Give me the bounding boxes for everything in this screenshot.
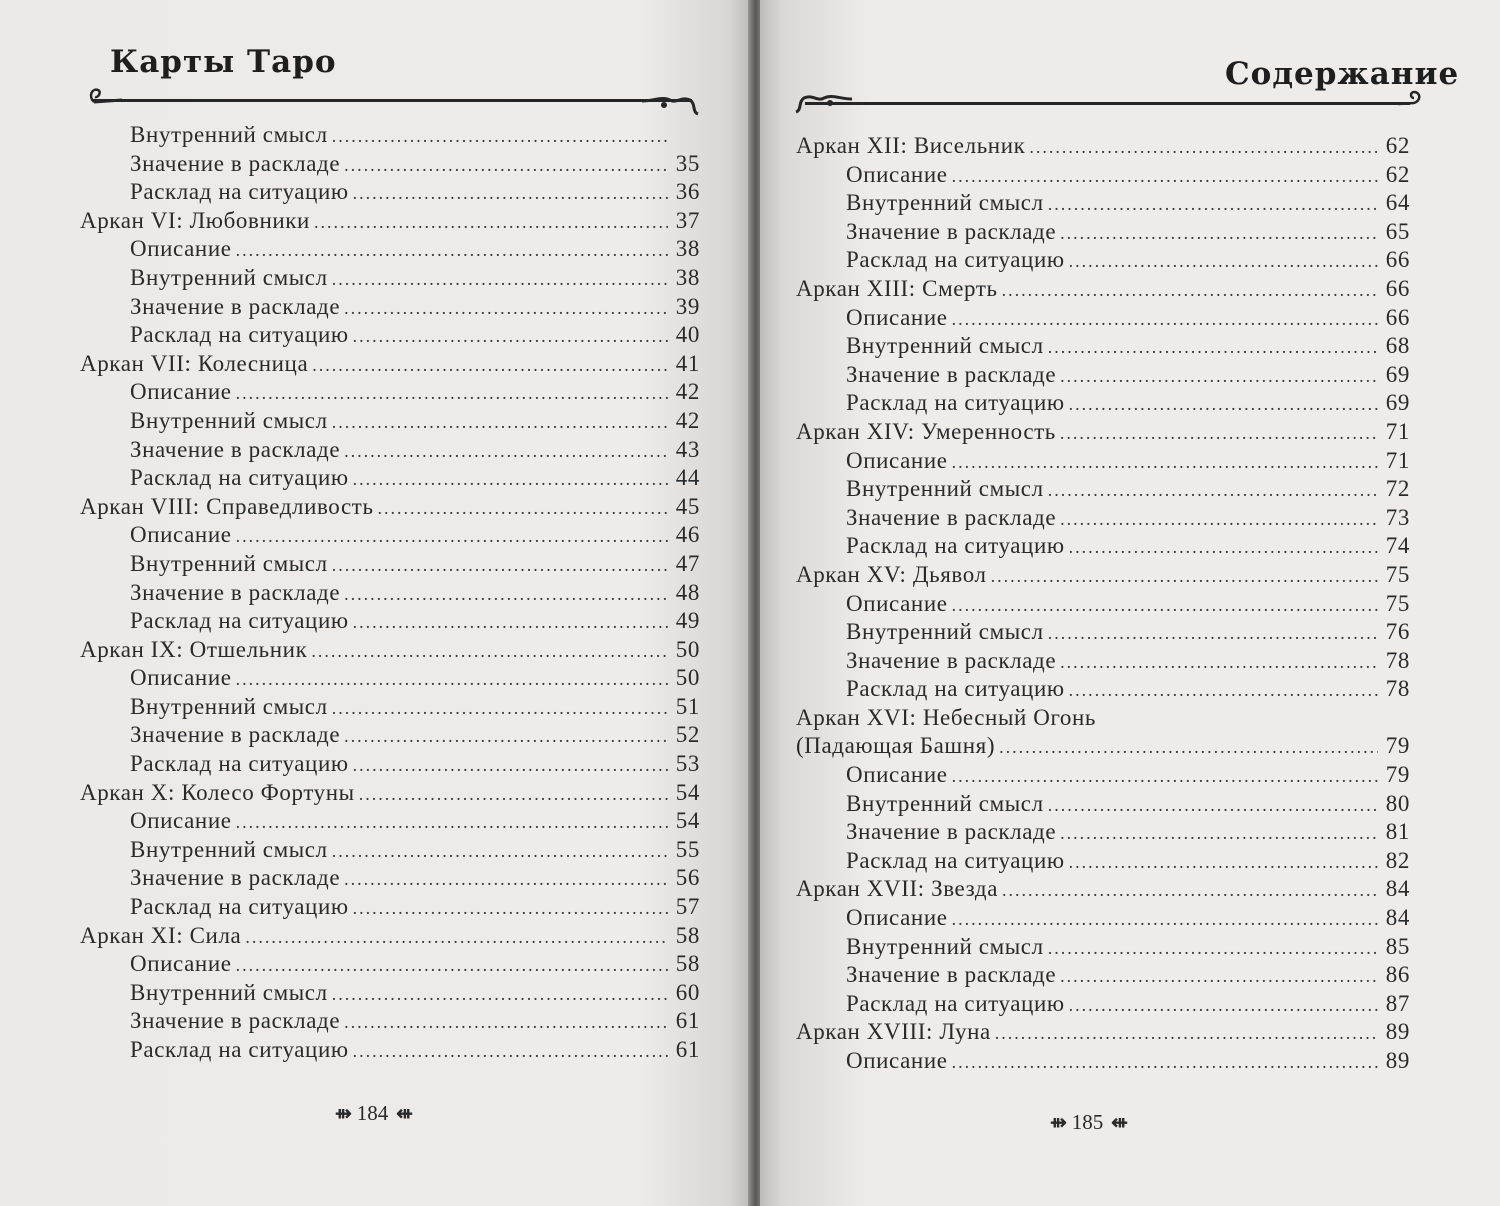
- toc-entry-label: Описание: [846, 447, 948, 473]
- toc-page-number: 81: [1385, 819, 1410, 845]
- toc-subentry: [796, 448, 1410, 477]
- toc-subentry: [796, 476, 1410, 505]
- toc-page-number: 54: [675, 808, 700, 834]
- toc-entry-label: Расклад на ситуацию: [130, 179, 349, 205]
- toc-page-number: 84: [1385, 905, 1410, 931]
- toc-entry-label: Описание: [130, 522, 232, 548]
- toc-subentry: [796, 848, 1410, 877]
- dot-leader: [332, 555, 668, 576]
- toc-entry-label: Внутренний смысл: [846, 190, 1044, 216]
- toc-page-number: 66: [1385, 247, 1410, 273]
- toc-page-number: 58: [675, 951, 700, 977]
- toc-entry-label: Описание: [130, 236, 232, 262]
- toc-entry-label: Значение в раскладе: [130, 722, 341, 748]
- dot-leader: [1048, 623, 1378, 644]
- toc-entry-label: Расклад на ситуацию: [846, 247, 1065, 273]
- toc-page-number: 35: [675, 150, 700, 176]
- dot-leader: [1002, 880, 1378, 901]
- toc-subentry: [80, 808, 700, 837]
- toc-page-number: 43: [675, 436, 700, 462]
- dot-leader: [344, 155, 668, 176]
- dot-leader: [1048, 938, 1378, 959]
- dot-leader: [236, 240, 668, 261]
- toc-page-number: 61: [675, 1037, 700, 1062]
- right-flourish-icon: [1396, 86, 1426, 114]
- toc-subentry: [796, 505, 1410, 534]
- toc-entry-label: Значение в раскладе: [130, 436, 341, 462]
- dot-leader: [1069, 251, 1378, 272]
- toc-subentry: [80, 951, 700, 980]
- toc-page-number: 74: [1385, 533, 1410, 559]
- dot-leader: [353, 898, 668, 919]
- toc-subentry: [80, 580, 700, 609]
- header-rule: [805, 102, 1410, 105]
- toc-page-number: 39: [675, 293, 700, 319]
- dot-leader: [344, 869, 668, 890]
- dot-leader: [332, 984, 668, 1005]
- dot-leader: [344, 298, 668, 319]
- toc-entry-label: Аркан XII: Висельник: [796, 133, 1026, 158]
- toc-page-number: 78: [1385, 676, 1410, 702]
- toc-entry-label: Внутренний смысл: [130, 407, 328, 433]
- dot-leader: [1048, 337, 1378, 358]
- dot-leader: [1002, 280, 1378, 301]
- toc-page-number: 75: [1385, 561, 1410, 587]
- dot-leader: [353, 326, 668, 347]
- page-number-value: 184: [356, 1101, 389, 1125]
- dot-leader: [991, 566, 1378, 587]
- toc-page-number: 64: [1385, 190, 1410, 216]
- toc-entry-label: Аркан XIV: Умеренность: [796, 418, 1056, 444]
- toc-page-number: 58: [675, 922, 700, 948]
- toc-page-number: 85: [1385, 933, 1410, 959]
- toc-entry-label: Внутренний смысл: [130, 979, 328, 1005]
- toc-page-number: 42: [675, 407, 700, 433]
- toc-entry: [80, 780, 700, 809]
- toc-entry-label: Внутренний смысл: [846, 333, 1044, 359]
- toc-subentry: [796, 190, 1410, 219]
- toc-entry-label: Расклад на ситуацию: [846, 990, 1065, 1016]
- toc-page-number: 71: [1385, 418, 1410, 444]
- toc-entry-label: Значение в раскладе: [846, 504, 1057, 530]
- toc-page-number: 57: [675, 894, 700, 920]
- toc-subentry: [796, 905, 1410, 934]
- dot-leader: [378, 498, 668, 519]
- toc-page-number: 49: [675, 608, 700, 634]
- toc-entry-label: Внутренний смысл: [846, 933, 1044, 959]
- toc-subentry: [80, 722, 700, 751]
- toc-subentry: [80, 151, 700, 180]
- toc-subentry: [80, 379, 700, 408]
- toc-entry-label: Аркан XVII: Звезда: [796, 876, 998, 902]
- toc-entry-label: Описание: [846, 304, 948, 330]
- toc-page-number: 72: [1385, 476, 1410, 502]
- toc-subentry: [80, 980, 700, 1009]
- dot-leader: [1060, 966, 1378, 987]
- dot-leader: [1069, 995, 1378, 1016]
- toc-entry-label: Описание: [130, 379, 232, 405]
- dot-leader: [236, 526, 668, 547]
- dot-leader: [1060, 652, 1378, 673]
- toc-subentry: [796, 648, 1410, 677]
- toc-page-number: 69: [1385, 390, 1410, 416]
- toc-entry-label: Расклад на ситуацию: [846, 533, 1065, 559]
- arrow-left-icon: ⇺: [396, 1103, 411, 1125]
- toc-page-number: 66: [1385, 304, 1410, 330]
- toc-subentry: [796, 934, 1410, 963]
- toc-subentry: [80, 294, 700, 323]
- toc-entry-label: Аркан VII: Колесница: [80, 350, 309, 376]
- dot-leader: [332, 126, 668, 147]
- toc-entry-label: Расклад на ситуацию: [130, 894, 349, 920]
- toc-entry-label: Описание: [130, 951, 232, 977]
- dot-leader: [236, 669, 668, 690]
- toc-subentry: [796, 619, 1410, 648]
- dot-leader: [1069, 537, 1378, 558]
- toc-entry-label: Аркан XI: Сила: [80, 922, 242, 948]
- dot-leader: [332, 698, 668, 719]
- toc-entry-label: Аркан VIII: Справедливость: [80, 493, 374, 519]
- toc-entry-label: Расклад на ситуацию: [846, 847, 1065, 873]
- toc-entry: [796, 562, 1410, 591]
- toc-entry: [80, 208, 700, 237]
- dot-leader: [353, 183, 668, 204]
- toc-entry-label: Описание: [846, 590, 948, 616]
- toc-page-number: 62: [1385, 161, 1410, 187]
- toc-page-number: 89: [1385, 1019, 1410, 1045]
- right-page: [760, 0, 1500, 1206]
- toc-page-number: 79: [1385, 733, 1410, 759]
- toc-subentry: [80, 465, 700, 494]
- toc-page-number: 51: [675, 693, 700, 719]
- toc-page-number: 80: [1385, 790, 1410, 816]
- dot-leader: [1060, 223, 1378, 244]
- toc-subentry: [80, 894, 700, 923]
- toc-page-number: 42: [675, 379, 700, 405]
- toc-entry-label: Значение в раскладе: [846, 218, 1057, 244]
- dot-leader: [344, 726, 668, 747]
- running-header: Содержание: [1225, 56, 1460, 92]
- toc-entry-label: Аркан IX: Отшельник: [80, 636, 308, 662]
- toc-page-number: 89: [1385, 1048, 1410, 1073]
- toc-page-number: 76: [1385, 619, 1410, 645]
- toc-entry: [80, 923, 700, 952]
- toc-subentry: [80, 236, 700, 265]
- toc-entry-label: Описание: [130, 665, 232, 691]
- toc-entry-label: Расклад на ситуацию: [846, 390, 1065, 416]
- toc-subentry: [80, 694, 700, 723]
- toc-page-number: 60: [675, 979, 700, 1005]
- dot-leader: [353, 1041, 668, 1062]
- toc-page-number: 50: [675, 636, 700, 662]
- dot-leader: [1069, 680, 1378, 701]
- toc-entry-label: Расклад на ситуацию: [130, 322, 349, 348]
- toc-page-number: 40: [675, 322, 700, 348]
- toc-entry-label: Аркан XVIII: Луна: [796, 1019, 991, 1045]
- toc-page-number: 44: [675, 465, 700, 491]
- toc-page-number: 52: [675, 722, 700, 748]
- dot-leader: [311, 641, 668, 662]
- arrow-right-icon: ⇻: [1050, 1112, 1064, 1134]
- toc-entry-label: Расклад на ситуацию: [846, 676, 1065, 702]
- dot-leader: [1060, 366, 1378, 387]
- dot-leader: [332, 841, 668, 862]
- toc-entry-label: Аркан X: Колесо Фортуны: [80, 779, 355, 805]
- toc-subentry: [80, 437, 700, 466]
- toc-page-number: 79: [1385, 762, 1410, 788]
- toc-entry: [80, 351, 700, 380]
- toc-page-number: 68: [1385, 333, 1410, 359]
- toc-page-number: 54: [675, 779, 700, 805]
- dot-leader: [353, 755, 668, 776]
- toc-entry-label: Значение в раскладе: [130, 293, 341, 319]
- toc-entry-label: Значение в раскладе: [130, 150, 341, 176]
- toc-subentry: [796, 791, 1410, 820]
- toc-entry: [796, 876, 1410, 905]
- toc-entry-label: Внутренний смысл: [846, 619, 1044, 645]
- dot-leader: [353, 469, 668, 490]
- toc-entry-label: Аркан XIII: Смерть: [796, 275, 998, 301]
- dot-leader: [312, 355, 668, 376]
- toc-page-number: 38: [675, 264, 700, 290]
- arrow-left-icon: ⇺: [1111, 1112, 1126, 1134]
- toc-subentry: [796, 305, 1410, 334]
- arrow-right-icon: ⇻: [335, 1103, 349, 1125]
- dot-leader: [332, 269, 668, 290]
- dot-leader: [344, 441, 668, 462]
- dot-leader: [952, 309, 1378, 330]
- toc-page-number: 48: [675, 579, 700, 605]
- toc-page-number: 36: [675, 179, 700, 205]
- dot-leader: [314, 212, 668, 233]
- running-header: Карты Таро: [110, 44, 337, 80]
- toc-entry-label: Внутренний смысл: [130, 836, 328, 862]
- toc-subentry: [796, 162, 1410, 191]
- toc-entry-label: Описание: [846, 161, 948, 187]
- toc-subentry: [80, 179, 700, 208]
- dot-leader: [236, 955, 668, 976]
- toc-entry: [796, 276, 1410, 305]
- toc-entry-label: Расклад на ситуацию: [130, 608, 349, 634]
- toc-entry: [796, 733, 1410, 762]
- toc-subentry: [796, 219, 1410, 248]
- dot-leader: [1069, 852, 1378, 873]
- dot-leader: [1069, 394, 1378, 415]
- toc-entry-label: Значение в раскладе: [130, 1008, 341, 1034]
- dot-leader: [344, 1012, 668, 1033]
- toc-page-number: 41: [675, 350, 700, 376]
- toc-page-number: 61: [675, 1008, 700, 1034]
- toc-page-number: 56: [675, 865, 700, 891]
- toc-entry-label: Аркан VI: Любовники: [80, 207, 310, 233]
- toc-entry-label: Значение в раскладе: [846, 819, 1057, 845]
- dot-leader: [236, 383, 668, 404]
- toc-subentry: [796, 1048, 1410, 1077]
- dot-leader: [332, 412, 668, 433]
- toc-entry-label: Внутренний смысл: [130, 550, 328, 576]
- toc-page-number: 66: [1385, 275, 1410, 301]
- toc-page-number: 69: [1385, 361, 1410, 387]
- toc-entry-label: Внутренний смысл: [130, 693, 328, 719]
- dot-leader: [344, 584, 668, 605]
- toc-entry-label: Описание: [846, 1048, 948, 1073]
- dot-leader: [1060, 423, 1378, 444]
- toc-entry-label: Значение в раскладе: [846, 361, 1057, 387]
- dot-leader: [952, 909, 1378, 930]
- toc-entry-label: Описание: [846, 905, 948, 931]
- toc-subentry: [80, 608, 700, 637]
- table-of-contents: [80, 122, 700, 1066]
- toc-subentry: [796, 962, 1410, 991]
- dot-leader: [952, 766, 1378, 787]
- dot-leader: [1048, 480, 1378, 501]
- toc-page-number: 37: [675, 207, 700, 233]
- toc-page-number: 55: [675, 836, 700, 862]
- toc-page-number: 78: [1385, 647, 1410, 673]
- toc-page-number: 65: [1385, 218, 1410, 244]
- toc-subentry: [80, 522, 700, 551]
- toc-subentry: [796, 247, 1410, 276]
- dot-leader: [952, 1052, 1378, 1073]
- dot-leader: [952, 595, 1378, 616]
- dot-leader: [999, 737, 1378, 758]
- dot-leader: [995, 1023, 1378, 1044]
- table-of-contents: [796, 133, 1410, 1077]
- toc-subentry: [80, 322, 700, 351]
- dot-leader: [1060, 509, 1378, 530]
- right-flourish-icon: [640, 92, 702, 118]
- toc-subentry: [796, 333, 1410, 362]
- toc-entry-label: Внутренний смысл: [130, 264, 328, 290]
- toc-subentry: [80, 751, 700, 780]
- dot-leader: [245, 927, 668, 948]
- toc-page-number: 75: [1385, 590, 1410, 616]
- toc-entry: [80, 494, 700, 523]
- toc-page-number: 45: [675, 493, 700, 519]
- toc-entry-label: (Падающая Башня): [796, 733, 996, 759]
- toc-subentry: [796, 991, 1410, 1020]
- toc-subentry: [80, 122, 700, 151]
- dot-leader: [1048, 795, 1378, 816]
- toc-entry-label: Значение в раскладе: [130, 865, 341, 891]
- toc-page-number: 73: [1385, 504, 1410, 530]
- toc-subentry: [80, 865, 700, 894]
- toc-subentry: [80, 265, 700, 294]
- dot-leader: [236, 812, 668, 833]
- toc-subentry: [796, 762, 1410, 791]
- toc-subentry: [796, 819, 1410, 848]
- dot-leader: [1048, 194, 1378, 215]
- toc-entry-label: Значение в раскладе: [846, 962, 1057, 988]
- dot-leader: [952, 166, 1378, 187]
- toc-page-number: 53: [675, 751, 700, 777]
- toc-entry-label: Аркан XV: Дьявол: [796, 561, 987, 587]
- toc-page-number: 82: [1385, 847, 1410, 873]
- toc-page-number: 86: [1385, 962, 1410, 988]
- toc-entry-label: Описание: [846, 762, 948, 788]
- toc-entry: [796, 133, 1410, 162]
- toc-entry: [796, 419, 1410, 448]
- toc-subentry: [796, 591, 1410, 620]
- toc-subentry: [80, 837, 700, 866]
- page-number-value: 185: [1071, 1110, 1104, 1134]
- dot-leader: [353, 612, 668, 633]
- toc-page-number: 47: [675, 550, 700, 576]
- toc-subentry: [796, 676, 1410, 705]
- header-rule: [92, 99, 692, 102]
- toc-entry-label: Внутренний смысл: [846, 790, 1044, 816]
- page-number: [335, 1101, 410, 1126]
- toc-subentry: [80, 408, 700, 437]
- toc-page-number: 38: [675, 236, 700, 262]
- toc-page-number: 71: [1385, 447, 1410, 473]
- toc-subentry: [796, 533, 1410, 562]
- toc-page-number: 84: [1385, 876, 1410, 902]
- left-flourish-icon: [792, 90, 854, 116]
- page-number: [1050, 1110, 1125, 1135]
- toc-entry-label: Расклад на ситуацию: [130, 465, 349, 491]
- toc-entry-label: Описание: [130, 808, 232, 834]
- toc-subentry: [80, 1008, 700, 1037]
- toc-entry-label: Внутренний смысл: [130, 122, 328, 147]
- toc-page-number: 50: [675, 665, 700, 691]
- toc-page-number: 46: [675, 522, 700, 548]
- toc-entry-label: Аркан XVI: Небесный Огонь: [796, 704, 1097, 730]
- toc-entry: [796, 705, 1410, 734]
- toc-entry: [796, 1019, 1410, 1048]
- toc-subentry: [80, 665, 700, 694]
- toc-entry-label: Значение в раскладе: [130, 579, 341, 605]
- dot-leader: [1029, 137, 1378, 158]
- dot-leader: [952, 452, 1378, 473]
- left-flourish-icon: [86, 84, 126, 108]
- dot-leader: [1060, 823, 1378, 844]
- toc-entry-label: Расклад на ситуацию: [130, 1037, 349, 1062]
- toc-entry-label: Расклад на ситуацию: [130, 751, 349, 777]
- toc-subentry: [796, 390, 1410, 419]
- toc-subentry: [80, 551, 700, 580]
- toc-subentry: [796, 362, 1410, 391]
- toc-page-number: 87: [1385, 990, 1410, 1016]
- toc-entry-label: Значение в раскладе: [846, 647, 1057, 673]
- toc-entry-label: Внутренний смысл: [846, 476, 1044, 502]
- toc-page-number: 62: [1385, 133, 1410, 158]
- dot-leader: [359, 784, 668, 805]
- toc-subentry: [80, 1037, 700, 1066]
- toc-entry: [80, 637, 700, 666]
